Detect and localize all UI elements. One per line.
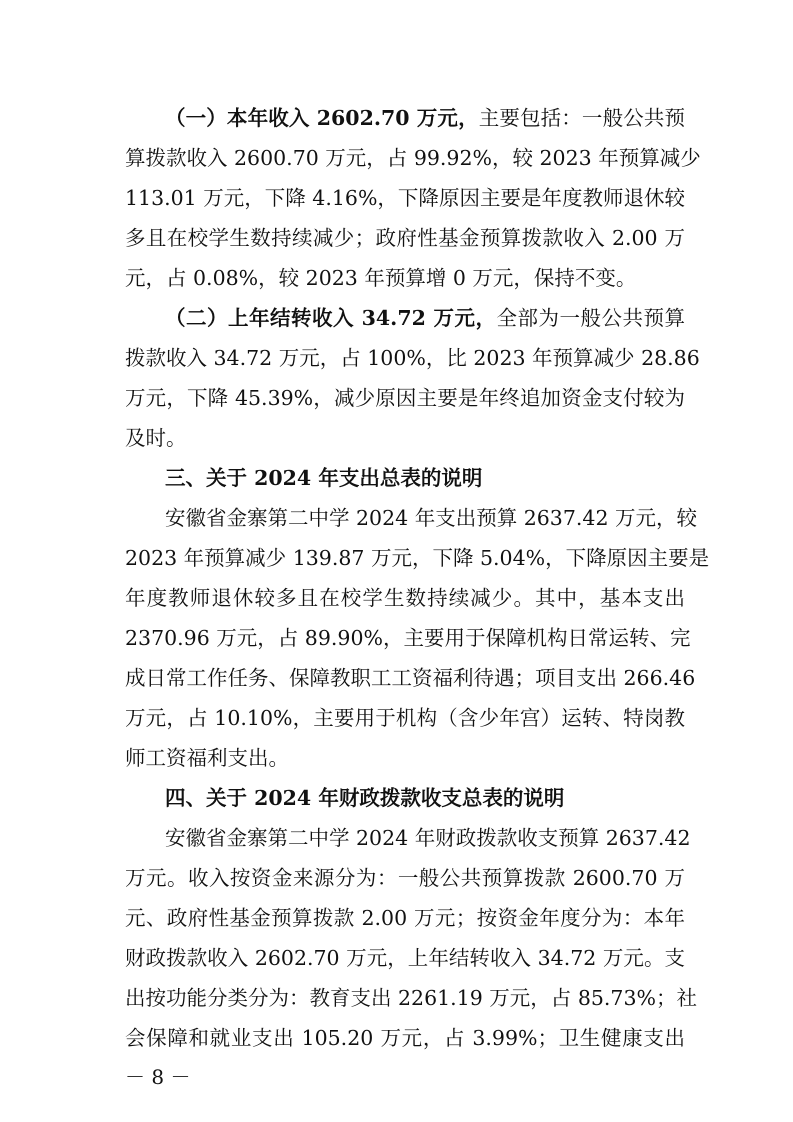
paragraph-expenditure-line-3: 年度教师退休较多且在校学生数持续减少。其中，基本支出 [125, 586, 685, 610]
paragraph-fiscal-line-1: 安徽省金寨第二中学 2024 年财政拨款收支预算 2637.42 [165, 826, 691, 850]
income-line-1-rest: 主要包括：一般公共预 [478, 106, 686, 130]
paragraph-fiscal-line-4: 财政拨款收入 2602.70 万元，上年结转收入 34.72 万元。支 [125, 946, 685, 970]
paragraph-expenditure-line-4: 2370.96 万元，占 89.90%，主要用于保障机构日常运转、完 [125, 626, 691, 650]
paragraph-expenditure-line-2: 2023 年预算减少 139.87 万元，下降 5.04%，下降原因主要是 [125, 546, 710, 570]
paragraph-income-line-4: 多且在校学生数持续减少；政府性基金预算拨款收入 2.00 万 [125, 226, 685, 250]
income-bold-lead: （一）本年收入 2602.70 万元， [165, 106, 479, 130]
paragraph-income-line-5: 元，占 0.08%，较 2023 年预算增 0 万元，保持不变。 [125, 266, 637, 290]
carryover-bold-lead: （二）上年结转收入 34.72 万元， [165, 306, 497, 330]
paragraph-fiscal-line-6: 会保障和就业支出 105.20 万元，占 3.99%；卫生健康支出 [125, 1026, 685, 1050]
section-four-heading: 四、关于 2024 年财政拨款收支总表的说明 [165, 786, 565, 810]
paragraph-fiscal-line-2: 万元。收入按资金来源分为：一般公共预算拨款 2600.70 万 [125, 866, 685, 890]
paragraph-expenditure-line-1: 安徽省金寨第二中学 2024 年支出预算 2637.42 万元，较 [165, 506, 698, 530]
paragraph-income-line-3: 113.01 万元，下降 4.16%，下降原因主要是年度教师退休较 [125, 186, 685, 210]
section-three-heading: 三、关于 2024 年支出总表的说明 [165, 466, 483, 490]
paragraph-income-line-1 [165, 98, 685, 138]
paragraph-carryover-line-2: 拨款收入 34.72 万元，占 100%，比 2023 年预算减少 28.86 [125, 346, 700, 370]
paragraph-carryover-line-4: 及时。 [125, 426, 187, 450]
paragraph-fiscal-line-5: 出按功能分类分为：教育支出 2261.19 万元，占 85.73%；社 [125, 986, 697, 1010]
paragraph-expenditure-line-5: 成日常工作任务、保障教职工工资福利待遇；项目支出 266.46 [125, 666, 696, 690]
paragraph-carryover-line-1 [165, 298, 685, 338]
paragraph-fiscal-line-3: 元、政府性基金预算拨款 2.00 万元；按资金年度分为：本年 [125, 906, 685, 930]
page-number: － 8 － [125, 1065, 191, 1089]
paragraph-income-line-2: 算拨款收入 2600.70 万元，占 99.92%，较 2023 年预算减少 [125, 146, 701, 170]
paragraph-carryover-line-3: 万元，下降 45.39%，减少原因主要是年终追加资金支付较为 [125, 386, 685, 410]
carryover-line-1-rest: 全部为一般公共预算 [496, 306, 686, 330]
paragraph-expenditure-line-7: 师工资福利支出。 [125, 746, 289, 770]
paragraph-expenditure-line-6: 万元，占 10.10%，主要用于机构（含少年宫）运转、特岗教 [125, 706, 685, 730]
